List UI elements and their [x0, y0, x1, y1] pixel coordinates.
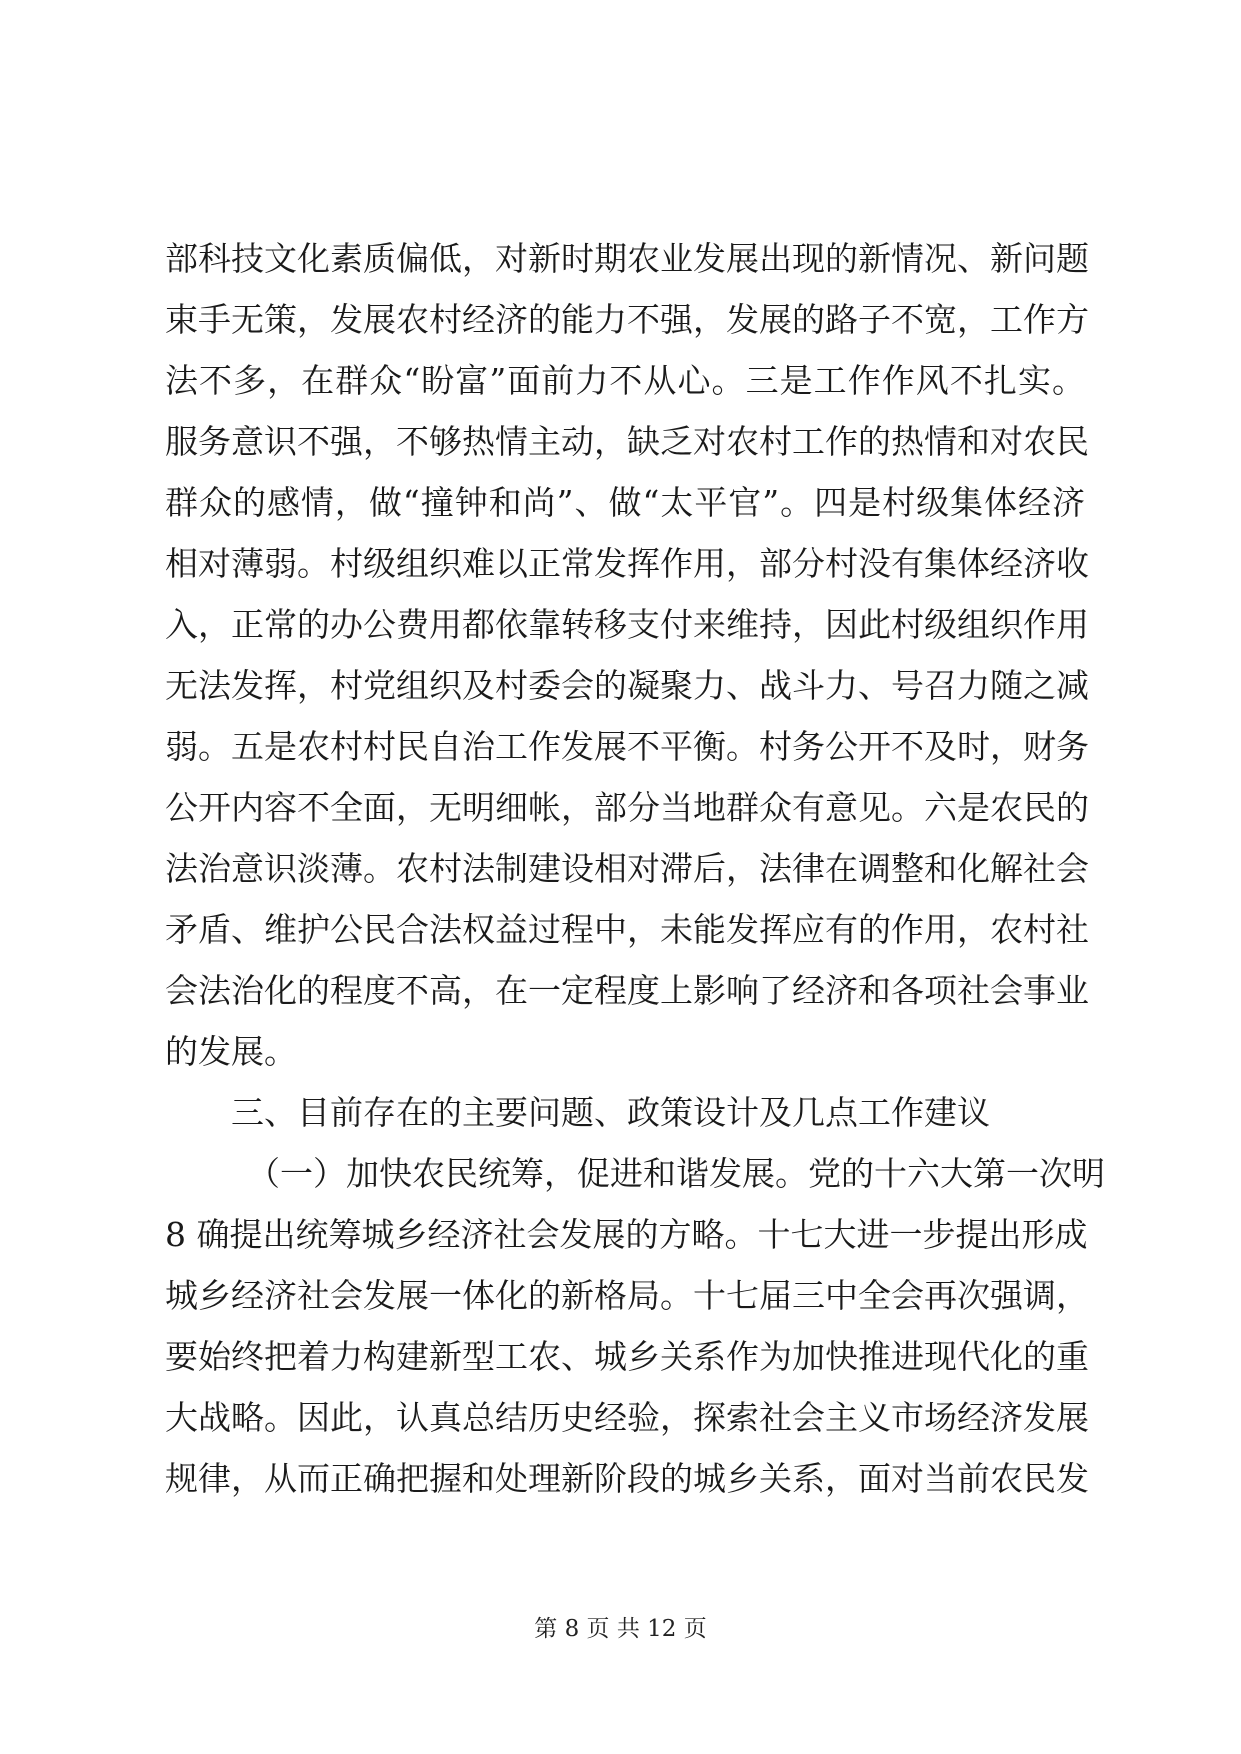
- section-heading: 三、目前存在的主要问题、政策设计及几点工作建议: [231, 1093, 990, 1132]
- text-line: 服务意识不强，不够热情主动，缺乏对农村工作的热情和对农民: [165, 422, 1089, 461]
- page-number: 第 8 页 共 12 页: [534, 1616, 707, 1642]
- text-line: 入，正常的办公费用都依靠转移支付来维持，因此村级组织作用: [165, 605, 1089, 644]
- text-line: 的发展。: [165, 1032, 297, 1071]
- text-line: 群众的感情，做“撞钟和尚”、做“太平官”。四是村级集体经济: [165, 483, 1085, 522]
- text-line: 弱。五是农村村民自治工作发展不平衡。村务公开不及时，财务: [165, 727, 1089, 766]
- text-line: 束手无策，发展农村经济的能力不强，发展的路子不宽，工作方: [165, 300, 1089, 339]
- text-line: 规律，从而正确把握和处理新阶段的城乡关系，面对当前农民发: [165, 1459, 1089, 1498]
- text-line: 矛盾、维护公民合法权益过程中，未能发挥应有的作用，农村社: [165, 910, 1089, 949]
- text-line: 相对薄弱。村级组织难以正常发挥作用，部分村没有集体经济收: [165, 544, 1089, 583]
- body-text: [165, 228, 1105, 1509]
- text-line: 要始终把着力构建新型工农、城乡关系作为加快推进现代化的重: [165, 1337, 1089, 1376]
- text-line: 8 确提出统筹城乡经济社会发展的方略。十七大进一步提出形成: [165, 1215, 1088, 1254]
- text-line: 法治意识淡薄。农村法制建设相对滞后，法律在调整和化解社会: [165, 849, 1089, 888]
- text-line: 法不多，在群众“盼富”面前力不从心。三是工作作风不扎实。: [165, 361, 1085, 400]
- text-line: 会法治化的程度不高，在一定程度上影响了经济和各项社会事业: [165, 971, 1089, 1010]
- text-line: 城乡经济社会发展一体化的新格局。十七届三中全会再次强调，: [165, 1276, 1089, 1315]
- page-footer: [0, 1610, 1241, 1643]
- text-line: 无法发挥，村党组织及村委会的凝聚力、战斗力、号召力随之减: [165, 666, 1089, 705]
- text-line: 部科技文化素质偏低，对新时期农业发展出现的新情况、新问题: [165, 239, 1089, 278]
- text-line: 公开内容不全面，无明细帐，部分当地群众有意见。六是农民的: [165, 788, 1089, 827]
- subsection-line: （一）加快农民统筹，促进和谐发展。党的十六大第一次明: [247, 1154, 1105, 1193]
- text-line: 大战略。因此，认真总结历史经验，探索社会主义市场经济发展: [165, 1398, 1089, 1437]
